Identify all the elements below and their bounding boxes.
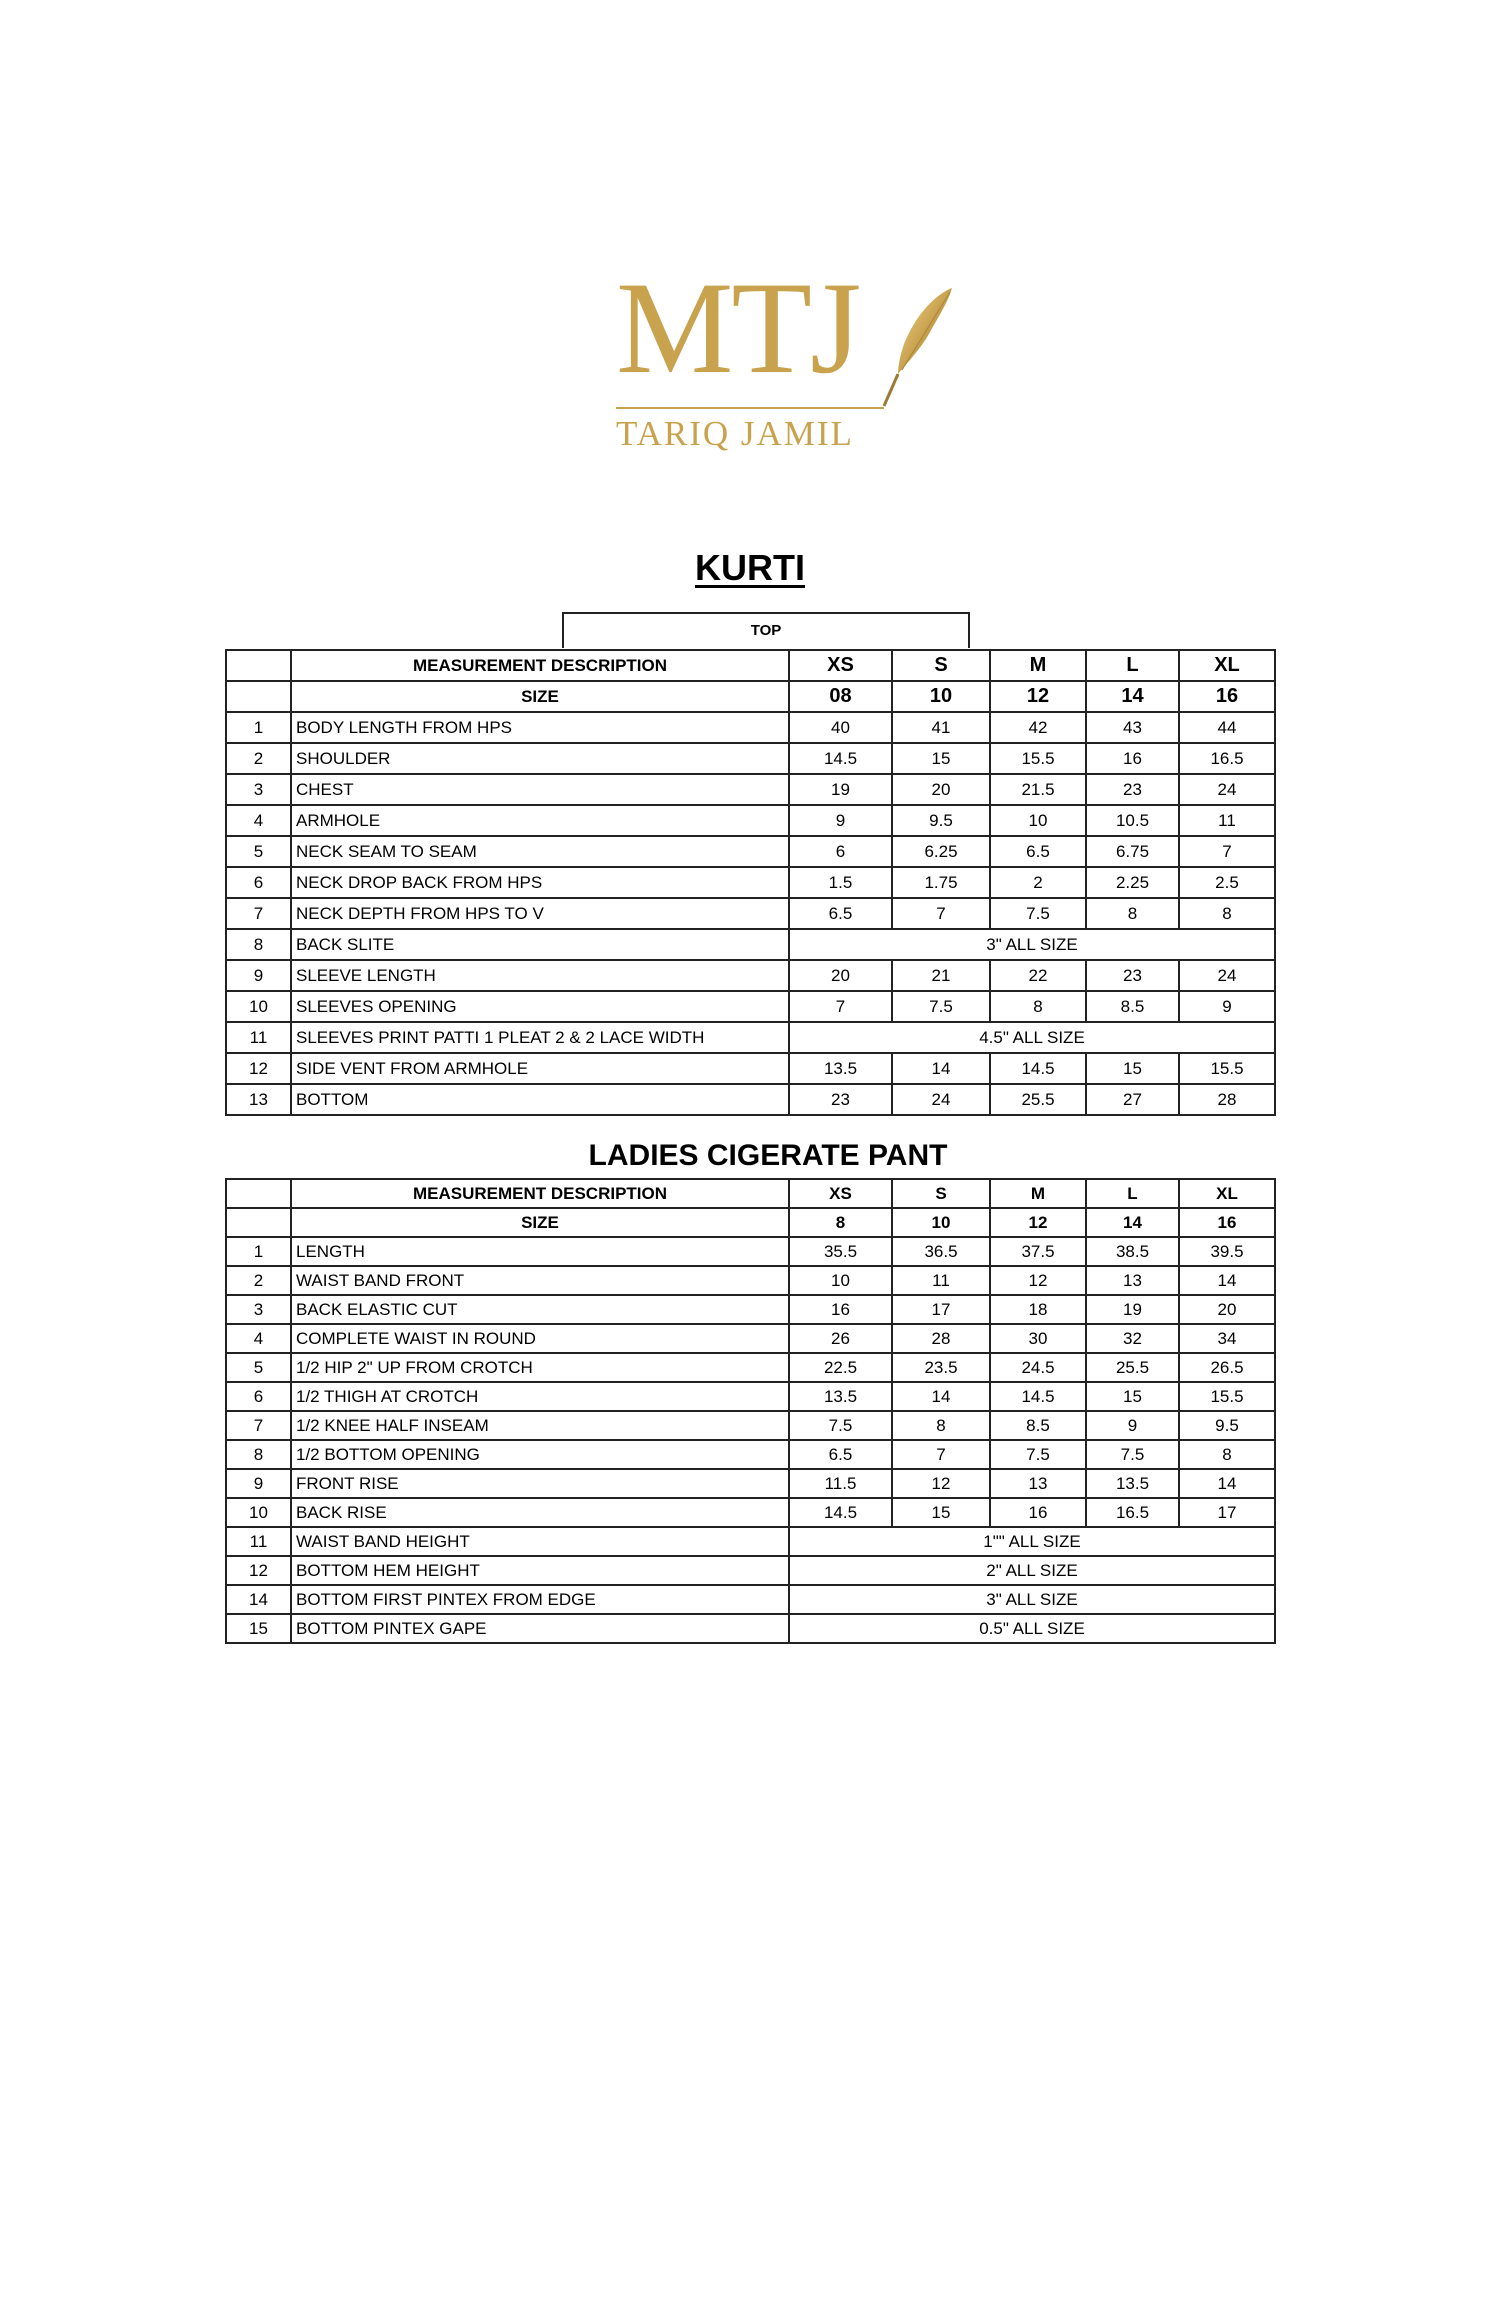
- row-value-m: 16: [990, 1498, 1086, 1527]
- table-row: [226, 898, 1275, 929]
- row-value-s: 8: [892, 1411, 990, 1440]
- row-value-xl: 8: [1179, 898, 1275, 929]
- row-description: NECK SEAM TO SEAM: [291, 836, 789, 867]
- row-value-xs: 20: [789, 960, 892, 991]
- row-number: 6: [226, 1382, 291, 1411]
- table-row: [226, 1053, 1275, 1084]
- row-value-l: 38.5: [1086, 1237, 1179, 1266]
- row-value-m: 37.5: [990, 1237, 1086, 1266]
- row-value-m: 7.5: [990, 898, 1086, 929]
- table-row: [226, 1266, 1275, 1295]
- row-description: NECK DROP BACK FROM HPS: [291, 867, 789, 898]
- row-value-m: 2: [990, 867, 1086, 898]
- row-description: WAIST BAND FRONT: [291, 1266, 789, 1295]
- row-number: 10: [226, 991, 291, 1022]
- row-value-xl: 15.5: [1179, 1053, 1275, 1084]
- header-size-xs: XS: [789, 1179, 892, 1208]
- row-description: BODY LENGTH FROM HPS: [291, 712, 789, 743]
- row-value-xs: 14.5: [789, 1498, 892, 1527]
- row-number: 7: [226, 898, 291, 929]
- row-value-s: 14: [892, 1382, 990, 1411]
- header-size-number: 16: [1179, 1208, 1275, 1237]
- row-value-m: 8.5: [990, 1411, 1086, 1440]
- row-value-m: 12: [990, 1266, 1086, 1295]
- kurti-size-table: [225, 649, 1276, 1116]
- table-row: [226, 712, 1275, 743]
- header-empty-cell: [226, 681, 291, 712]
- row-value-s: 41: [892, 712, 990, 743]
- row-value-xs: 13.5: [789, 1053, 892, 1084]
- row-value-xl: 44: [1179, 712, 1275, 743]
- row-value-s: 17: [892, 1295, 990, 1324]
- header-size-xs: XS: [789, 650, 892, 681]
- row-value-xs: 13.5: [789, 1382, 892, 1411]
- row-description: BOTTOM: [291, 1084, 789, 1115]
- kurti-title-text: KURTI: [695, 547, 805, 588]
- row-value-l: 27: [1086, 1084, 1179, 1115]
- row-number: 13: [226, 1084, 291, 1115]
- row-value-l: 15: [1086, 1382, 1179, 1411]
- row-value-s: 28: [892, 1324, 990, 1353]
- row-description: SLEEVES PRINT PATTI 1 PLEAT 2 & 2 LACE WIDTH: [291, 1022, 789, 1053]
- row-value-s: 11: [892, 1266, 990, 1295]
- row-description: BACK ELASTIC CUT: [291, 1295, 789, 1324]
- header-size-number: 08: [789, 681, 892, 712]
- row-value-s: 9.5: [892, 805, 990, 836]
- row-value-xs: 6: [789, 836, 892, 867]
- header-empty-cell: [226, 650, 291, 681]
- row-value-m: 42: [990, 712, 1086, 743]
- row-description: NECK DEPTH FROM HPS TO V: [291, 898, 789, 929]
- table-row: [226, 929, 1275, 960]
- row-value-m: 22: [990, 960, 1086, 991]
- row-description: BOTTOM PINTEX GAPE: [291, 1614, 789, 1643]
- row-value-xl: 9: [1179, 991, 1275, 1022]
- row-value-xs: 16: [789, 1295, 892, 1324]
- row-value-l: 23: [1086, 960, 1179, 991]
- row-value-xs: 23: [789, 1084, 892, 1115]
- row-value-l: 8: [1086, 898, 1179, 929]
- table-row: [226, 1324, 1275, 1353]
- row-number: 1: [226, 1237, 291, 1266]
- table-row: [226, 1469, 1275, 1498]
- header-size-l: L: [1086, 1179, 1179, 1208]
- row-description: BACK SLITE: [291, 929, 789, 960]
- row-value-s: 24: [892, 1084, 990, 1115]
- header-empty-cell: [226, 1179, 291, 1208]
- row-value-xl: 9.5: [1179, 1411, 1275, 1440]
- row-number: 5: [226, 836, 291, 867]
- row-value-l: 16.5: [1086, 1498, 1179, 1527]
- row-value-l: 8.5: [1086, 991, 1179, 1022]
- table-row: [226, 867, 1275, 898]
- table-row: [226, 991, 1275, 1022]
- row-value-s: 15: [892, 743, 990, 774]
- row-number: 2: [226, 743, 291, 774]
- row-value-l: 7.5: [1086, 1440, 1179, 1469]
- header-size-l: L: [1086, 650, 1179, 681]
- top-group-label: TOP: [562, 612, 970, 648]
- row-value-xl: 26.5: [1179, 1353, 1275, 1382]
- header-row-size-labels: [226, 650, 1275, 681]
- kurti-title: [0, 548, 1500, 588]
- row-value-s: 7: [892, 1440, 990, 1469]
- row-value-m: 18: [990, 1295, 1086, 1324]
- header-size-number: 14: [1086, 1208, 1179, 1237]
- row-value-s: 15: [892, 1498, 990, 1527]
- row-value-l: 6.75: [1086, 836, 1179, 867]
- row-description: SLEEVES OPENING: [291, 991, 789, 1022]
- row-description: 1/2 KNEE HALF INSEAM: [291, 1411, 789, 1440]
- row-number: 8: [226, 929, 291, 960]
- table-row: [226, 1585, 1275, 1614]
- row-number: 3: [226, 1295, 291, 1324]
- logo-divider: [616, 407, 884, 409]
- row-value-m: 6.5: [990, 836, 1086, 867]
- row-value-m: 24.5: [990, 1353, 1086, 1382]
- row-value-xl: 7: [1179, 836, 1275, 867]
- row-description: SHOULDER: [291, 743, 789, 774]
- row-value-l: 32: [1086, 1324, 1179, 1353]
- row-value-xl: 16.5: [1179, 743, 1275, 774]
- row-description: FRONT RISE: [291, 1469, 789, 1498]
- row-number: 8: [226, 1440, 291, 1469]
- row-value-xl: 2.5: [1179, 867, 1275, 898]
- table-row: [226, 1084, 1275, 1115]
- row-value-xs: 35.5: [789, 1237, 892, 1266]
- row-description: BOTTOM HEM HEIGHT: [291, 1556, 789, 1585]
- row-number: 9: [226, 960, 291, 991]
- row-value-xl: 39.5: [1179, 1237, 1275, 1266]
- row-value-s: 20: [892, 774, 990, 805]
- table-row: [226, 743, 1275, 774]
- row-value-xs: 6.5: [789, 1440, 892, 1469]
- row-number: 7: [226, 1411, 291, 1440]
- row-number: 11: [226, 1527, 291, 1556]
- table-row: [226, 1353, 1275, 1382]
- header-size-number: 12: [990, 1208, 1086, 1237]
- row-value-xs: 6.5: [789, 898, 892, 929]
- row-description: 1/2 HIP 2" UP FROM CROTCH: [291, 1353, 789, 1382]
- row-value-l: 13.5: [1086, 1469, 1179, 1498]
- row-value-xs: 26: [789, 1324, 892, 1353]
- row-value-xs: 22.5: [789, 1353, 892, 1382]
- row-value-xl: 14: [1179, 1469, 1275, 1498]
- row-value-m: 14.5: [990, 1382, 1086, 1411]
- row-value-m: 30: [990, 1324, 1086, 1353]
- row-number: 11: [226, 1022, 291, 1053]
- row-description: SIDE VENT FROM ARMHOLE: [291, 1053, 789, 1084]
- header-size-xl: XL: [1179, 650, 1275, 681]
- header-description-label: MEASUREMENT DESCRIPTION: [291, 1179, 789, 1208]
- row-value-m: 8: [990, 991, 1086, 1022]
- row-value-xl: 28: [1179, 1084, 1275, 1115]
- table-row: [226, 1411, 1275, 1440]
- row-all-size-value: 4.5" ALL SIZE: [789, 1022, 1275, 1053]
- row-number: 14: [226, 1585, 291, 1614]
- row-value-m: 25.5: [990, 1084, 1086, 1115]
- row-description: COMPLETE WAIST IN ROUND: [291, 1324, 789, 1353]
- header-size-number: 12: [990, 681, 1086, 712]
- table-row: [226, 774, 1275, 805]
- header-empty-cell: [226, 1208, 291, 1237]
- row-value-m: 15.5: [990, 743, 1086, 774]
- row-value-xl: 11: [1179, 805, 1275, 836]
- table-row: [226, 1614, 1275, 1643]
- row-value-s: 23.5: [892, 1353, 990, 1382]
- row-value-l: 23: [1086, 774, 1179, 805]
- row-value-xs: 40: [789, 712, 892, 743]
- row-value-s: 7.5: [892, 991, 990, 1022]
- table-row: [226, 1498, 1275, 1527]
- table-row: [226, 960, 1275, 991]
- row-all-size-value: 3" ALL SIZE: [789, 929, 1275, 960]
- table-row: [226, 836, 1275, 867]
- table-row: [226, 1237, 1275, 1266]
- pant-size-table: [225, 1178, 1276, 1644]
- header-size-m: M: [990, 650, 1086, 681]
- row-value-m: 7.5: [990, 1440, 1086, 1469]
- row-value-xs: 7.5: [789, 1411, 892, 1440]
- row-value-xl: 20: [1179, 1295, 1275, 1324]
- header-size-s: S: [892, 650, 990, 681]
- table-row: [226, 1382, 1275, 1411]
- header-size-number: 10: [892, 681, 990, 712]
- row-value-s: 21: [892, 960, 990, 991]
- row-value-s: 36.5: [892, 1237, 990, 1266]
- row-value-xl: 8: [1179, 1440, 1275, 1469]
- row-value-m: 10: [990, 805, 1086, 836]
- row-description: CHEST: [291, 774, 789, 805]
- row-value-xl: 15.5: [1179, 1382, 1275, 1411]
- row-number: 2: [226, 1266, 291, 1295]
- table-row: [226, 1440, 1275, 1469]
- row-value-l: 13: [1086, 1266, 1179, 1295]
- row-value-s: 7: [892, 898, 990, 929]
- row-description: WAIST BAND HEIGHT: [291, 1527, 789, 1556]
- row-number: 1: [226, 712, 291, 743]
- row-all-size-value: 0.5" ALL SIZE: [789, 1614, 1275, 1643]
- row-description: BOTTOM FIRST PINTEX FROM EDGE: [291, 1585, 789, 1614]
- row-value-xs: 9: [789, 805, 892, 836]
- logo-subtitle: TARIQ JAMIL: [616, 414, 854, 453]
- header-size-s: S: [892, 1179, 990, 1208]
- row-number: 9: [226, 1469, 291, 1498]
- brand-logo: [610, 254, 970, 453]
- header-size-xl: XL: [1179, 1179, 1275, 1208]
- header-size-m: M: [990, 1179, 1086, 1208]
- table-row: [226, 1295, 1275, 1324]
- header-size-label: SIZE: [291, 681, 789, 712]
- pant-title-text: LADIES CIGERATE PANT: [588, 1139, 948, 1172]
- row-value-xl: 14: [1179, 1266, 1275, 1295]
- row-number: 5: [226, 1353, 291, 1382]
- row-value-m: 21.5: [990, 774, 1086, 805]
- row-all-size-value: 1"" ALL SIZE: [789, 1527, 1275, 1556]
- logo-monogram: MTJ: [616, 254, 860, 401]
- row-all-size-value: 2" ALL SIZE: [789, 1556, 1275, 1585]
- row-value-xs: 19: [789, 774, 892, 805]
- row-value-m: 14.5: [990, 1053, 1086, 1084]
- row-value-l: 16: [1086, 743, 1179, 774]
- header-row-size-labels: [226, 1179, 1275, 1208]
- row-value-l: 43: [1086, 712, 1179, 743]
- row-value-s: 14: [892, 1053, 990, 1084]
- table-row: [226, 1527, 1275, 1556]
- row-description: LENGTH: [291, 1237, 789, 1266]
- row-value-xl: 17: [1179, 1498, 1275, 1527]
- row-value-l: 10.5: [1086, 805, 1179, 836]
- row-number: 12: [226, 1556, 291, 1585]
- quill-pen-icon: [876, 284, 956, 414]
- header-size-number: 16: [1179, 681, 1275, 712]
- row-description: SLEEVE LENGTH: [291, 960, 789, 991]
- row-value-l: 25.5: [1086, 1353, 1179, 1382]
- row-number: 12: [226, 1053, 291, 1084]
- row-value-s: 1.75: [892, 867, 990, 898]
- row-value-s: 12: [892, 1469, 990, 1498]
- row-value-xs: 11.5: [789, 1469, 892, 1498]
- row-value-l: 15: [1086, 1053, 1179, 1084]
- row-number: 6: [226, 867, 291, 898]
- header-row-size-numbers: [226, 681, 1275, 712]
- header-size-number: 10: [892, 1208, 990, 1237]
- row-number: 15: [226, 1614, 291, 1643]
- table-row: [226, 805, 1275, 836]
- pant-title: [0, 1138, 1500, 1174]
- row-all-size-value: 3" ALL SIZE: [789, 1585, 1275, 1614]
- row-number: 3: [226, 774, 291, 805]
- row-value-xs: 1.5: [789, 867, 892, 898]
- row-description: 1/2 BOTTOM OPENING: [291, 1440, 789, 1469]
- row-value-xl: 34: [1179, 1324, 1275, 1353]
- header-size-number: 8: [789, 1208, 892, 1237]
- row-value-l: 19: [1086, 1295, 1179, 1324]
- header-description-label: MEASUREMENT DESCRIPTION: [291, 650, 789, 681]
- row-value-m: 13: [990, 1469, 1086, 1498]
- row-description: BACK RISE: [291, 1498, 789, 1527]
- row-number: 4: [226, 1324, 291, 1353]
- row-value-xl: 24: [1179, 774, 1275, 805]
- row-description: ARMHOLE: [291, 805, 789, 836]
- row-number: 4: [226, 805, 291, 836]
- row-value-s: 6.25: [892, 836, 990, 867]
- row-description: 1/2 THIGH AT CROTCH: [291, 1382, 789, 1411]
- row-value-xs: 10: [789, 1266, 892, 1295]
- row-value-xs: 7: [789, 991, 892, 1022]
- header-row-size-numbers: [226, 1208, 1275, 1237]
- table-row: [226, 1022, 1275, 1053]
- row-value-xs: 14.5: [789, 743, 892, 774]
- row-value-l: 2.25: [1086, 867, 1179, 898]
- row-number: 10: [226, 1498, 291, 1527]
- row-value-xl: 24: [1179, 960, 1275, 991]
- table-row: [226, 1556, 1275, 1585]
- header-size-label: SIZE: [291, 1208, 789, 1237]
- row-value-l: 9: [1086, 1411, 1179, 1440]
- header-size-number: 14: [1086, 681, 1179, 712]
